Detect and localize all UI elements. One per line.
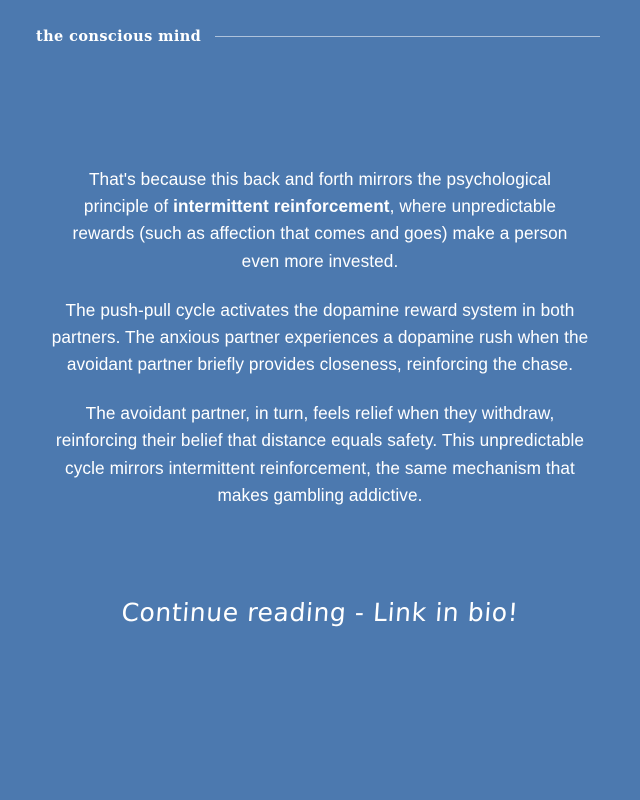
body-content: [48, 166, 592, 509]
paragraph-1-emphasis: intermittent reinforcement: [173, 196, 390, 217]
brand-title: the conscious mind: [36, 28, 202, 45]
paragraph-3: The avoidant partner, in turn, feels relief when they withdraw, reinforcing their belief that distance equals safety. This unpredictable cycle mirrors intermittent reinforcement, the same mechanism that makes gambling addictive.: [55, 403, 585, 505]
paragraph-1: [48, 166, 592, 275]
cta-text: Continue reading - Link in bio!: [120, 598, 520, 627]
header: [36, 28, 600, 45]
paragraph-1-before: That's because this back and forth mirrors the psychological principle of: [83, 169, 552, 217]
paragraph-1-after: , where unpredictable rewards (such as affection that comes and goes) make a person even more invested.: [72, 196, 568, 271]
paragraph-2: The push-pull cycle activates the dopamine reward system in both partners. The anxious partner experiences a dopamine rush when the avoidant partner briefly provides closeness, reinforcing the chase.: [51, 299, 589, 375]
header-divider: [215, 36, 600, 37]
